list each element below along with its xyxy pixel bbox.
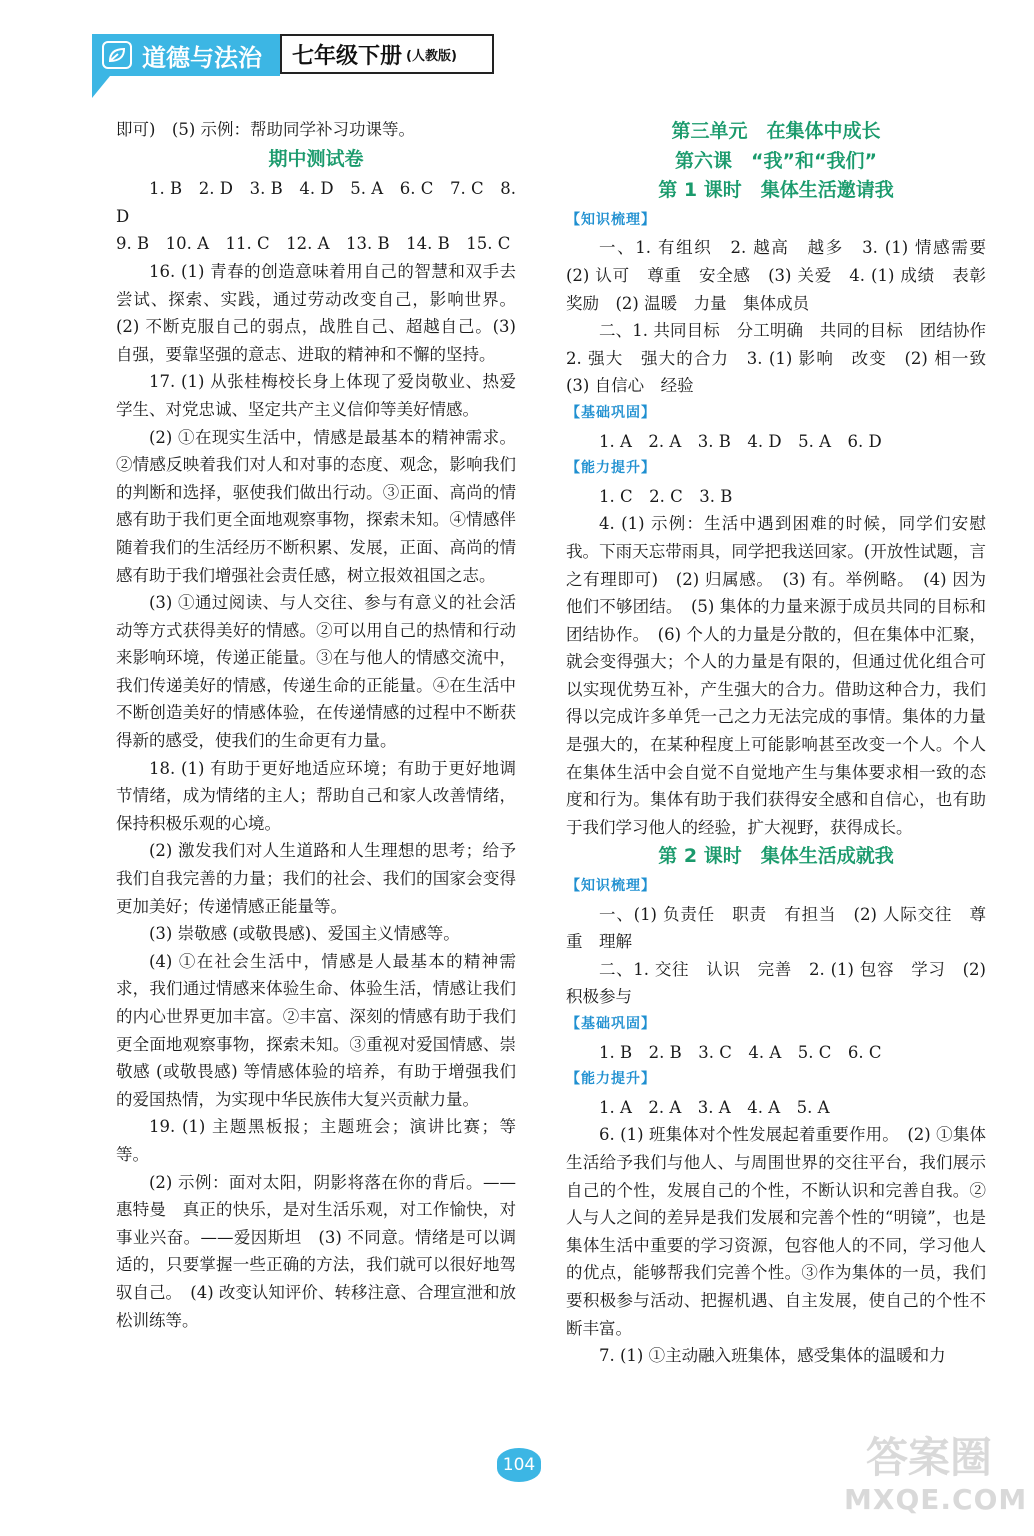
section-title: 第 2 课时 集体生活成就我 (658, 845, 894, 868)
answer-paragraph: 一、1. 有组织 2. 越高 越多 3. (1) 情感需要 (2) 认可 尊重 安全感 (3) 关爱 4. (1) 成绩 表彰 奖励 (2) 温暖 力量 集体成员 (566, 238, 1003, 313)
left-column (116, 116, 516, 1334)
answer-paragraph: 19. (1) 主题黑板报；主题班会；演讲比赛；等等。 (116, 1117, 516, 1164)
answer-paragraph: 一、(1) 负责任 职责 有担当 (2) 人际交往 尊重 理解 (566, 904, 986, 952)
edition-label: (人教版) (406, 48, 457, 64)
answer-paragraph: 4. (1) 示例：生活中遇到困难的时候，同学们安慰我。下雨天忘带雨具，同学把我送回家。(开放性试题，言之有理即可) (2) 归属感。 (3) 有。举例略。 (4) 因为他们不够团结。 (5) 集体的力量来源于成员共同的目标和团结协作。 (6) 个人的力量是分散的，但在集体中汇聚，就会变得强大；个人的力量是有限的，但通过优化组合可以实现优势互补，产生强大的合力。借助这种合力，我们得以完成许多单凭一己之力无法完成的事情。集体的力量是强大的，在某种程度上可能影响甚至改变一个人。个人在集体生活中会自觉不自觉地产生与集体要求相一致的态度和行为。集体有助于我们获得安全感和自信心，也有助于我们学习他人的经验，扩大视野，获得成长。 (566, 514, 986, 837)
section-title: 期中测试卷 (268, 147, 364, 170)
watermark-logo (844, 1433, 1028, 1526)
watermark-main: 答案圈 (865, 1433, 992, 1482)
answer-paragraph: (2) 激发我们对人生道路和人生理想的思考；给予我们自我完善的力量；我们的社会、我们的国家会变得更加美好；传递情感正能量等。 (116, 841, 516, 916)
answer-paragraph: 6. (1) 班集体对个性发展起着重要作用。 (2) ①集体生活给予我们与他人、与周围世界的交往平台，我们展示自己的个性，发展自己的个性，不断认识和完善自我。②人与人之间的差异是我们发展和完善个性的“明镜”，也是集体生活中重要的学习资源，包容他人的不同，学习他人的优点，能够帮我们完善个性。③作为集体的一员，我们要积极参与活动、把握机遇、自主发展，使自己的个性不断丰富。 (566, 1125, 986, 1338)
section-tag: 【能力提升】 (566, 1071, 656, 1088)
section-title: 第 1 课时 集体生活邀请我 (658, 179, 894, 202)
section-title: 第三单元 在集体中成长 (671, 120, 881, 142)
answer-paragraph: 1. B 2. D 3. B 4. D 5. A 6. C 7. C 8. D (116, 179, 516, 226)
answer-paragraph: 二、1. 交往 认识 完善 2. (1) 包容 学习 (2) 积极参与 (566, 959, 986, 1007)
answer-paragraph: 7. (1) ①主动融入班集体，感受集体的温暖和力 (599, 1346, 946, 1366)
answer-paragraph: 1. B 2. B 3. C 4. A 5. C 6. C (599, 1042, 882, 1062)
answer-paragraph: (3) 崇敬感 (或敬畏感)、爱国主义情感等。 (149, 924, 460, 944)
leaf-icon (102, 41, 132, 69)
subject-title: 道德与法治 (142, 43, 262, 72)
section-tag: 【基础巩固】 (566, 1016, 656, 1032)
answer-paragraph: 1. A 2. A 3. B 4. D 5. A 6. D (599, 431, 882, 451)
section-tag: 【知识梳理】 (566, 211, 656, 228)
section-tag: 【能力提升】 (566, 460, 656, 477)
answer-paragraph: 9. B 10. A 11. C 12. A 13. B 14. B 15. C (116, 234, 511, 254)
page-number: 104 (497, 1448, 541, 1482)
section-title: 第六课 “我”和“我们” (675, 149, 877, 172)
grade-title: 七年级下册 (292, 43, 403, 69)
page-header (92, 34, 502, 76)
answer-paragraph: (2) ①在现实生活中，情感是最基本的精神需求。②情感反映着我们对人和对事的态度、观念，影响我们的判断和选择，驱使我们做出行动。③正面、高尚的情感有助于我们更全面地观察事物，探索未知。④情感伴随着我们的生活经历不断积累、发展，正面、高尚的情感有助于我们增强社会责任感，树立报效祖国之志。 (116, 427, 516, 585)
subject-banner (92, 34, 280, 76)
section-tag: 【知识梳理】 (566, 878, 656, 895)
header-tail-decoration (92, 76, 110, 98)
grade-label (280, 34, 494, 74)
right-column (566, 116, 1003, 1370)
answer-paragraph: 17. (1) 从张桂梅校长身上体现了爱岗敬业、热爱学生、对党忠诚、坚定共产主义信仰等美好情感。 (116, 372, 516, 419)
answer-paragraph: (4) ①在社会生活中，情感是人最基本的精神需求，我们通过情感来体验生命、体验生活，情感让我们的内心世界更加丰富。②丰富、深刻的情感有助于我们更全面地观察事物，探索未知。③重视对爱国情感、崇敬感 (或敬畏感) 等情感体验的培养，有助于增强我们的爱国热情，为实现中华民族伟大复兴贡献力量。 (116, 951, 516, 1109)
answer-paragraph: (2) 示例：面对太阳，阴影将落在你的背后。——惠特曼 真正的快乐，是对生活乐观，对工作愉快，对事业兴奋。——爱因斯坦 (3) 不同意。情绪是可以调适的，只要掌握一些正确的方法，我们就可以很好地驾驭自己。 (4) 改变认知评价、转移注意、合理宣泄和放松训练等。 (116, 1172, 516, 1330)
answer-paragraph: 18. (1) 有助于更好地适应环境；有助于更好地调节情绪，成为情绪的主人；帮助自己和家人改善情绪，保持积极乐观的心境。 (116, 758, 516, 833)
answer-paragraph: 1. C 2. C 3. B (599, 486, 733, 506)
answer-paragraph: 即可) (5) 示例：帮助同学补习功课等。 (116, 120, 416, 139)
section-tag: 【基础巩固】 (566, 404, 656, 421)
answer-paragraph: 二、1. 共同目标 分工明确 共同的目标 团结协作 2. 强大 强大的合力 3. (1) 影响 改变 (2) 相一致 (3) 自信心 经验 (566, 321, 1003, 396)
answer-paragraph: 1. A 2. A 3. A 4. A 5. A (599, 1097, 830, 1117)
watermark-sub: MXQE.COM (844, 1483, 1028, 1516)
answer-paragraph: (3) ①通过阅读、与人交往、参与有意义的社会活动等方式获得美好的情感。②可以用自己的热情和行动来影响环境，传递正能量。③在与他人的情感交流中，我们传递美好的情感，传递生命的正能量。④在生活中不断创造美好的情感体验，在传递情感的过程中不断获得新的感受，使我们的生命更有力量。 (116, 593, 516, 751)
answer-paragraph: 16. (1) 青春的创造意味着用自己的智慧和双手去尝试、探索、实践，通过劳动改变自己，影响世界。(2) 不断克服自己的弱点，战胜自己、超越自己。(3) 自强，要靠坚强的意志、进取的精神和不懈的坚持。 (116, 261, 516, 364)
